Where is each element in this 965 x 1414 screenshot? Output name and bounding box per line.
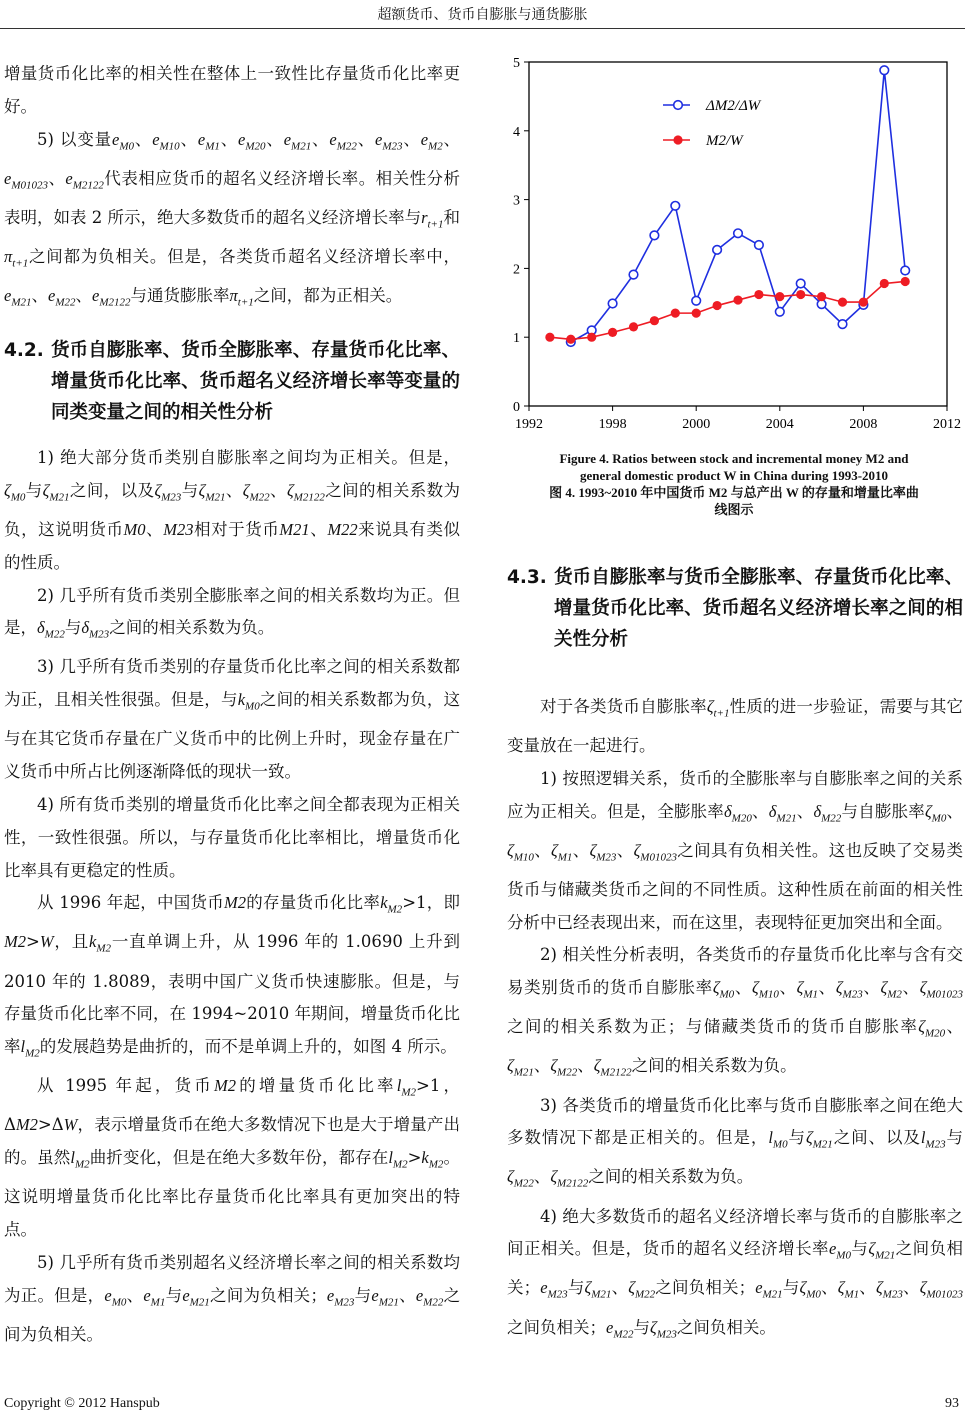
math-variable: $\zeta_{t+1}$ — [706, 697, 730, 720]
math-variable: $\zeta_{M2122}$ — [593, 1056, 632, 1079]
math-variable: $\zeta_{M0}$ — [712, 978, 735, 1001]
data-point-dm2-dw — [608, 299, 617, 308]
math-variable: $\zeta_{M01023}$ — [919, 978, 964, 1001]
math-variable: M2 — [214, 1076, 237, 1096]
math-variable: $e_{M21}$ — [371, 1285, 399, 1308]
paragraph: 5) 以变量$e_{M0}$、$e_{M10}$、$e_{M1}$、$e_{M20}$、$e_{M21}$、$e_{M22}$、$e_{M23}$、$e_{M2}$、$e_{M01023}$、$e_{M2122}$代表相应货币的超名义经济增长率。相关性分析表明，如表 2 所示，绝大多数货币的超名义经济增长率与$r_{t+1}$和$\pi_{t+1}$之间都为负相关。但是，各类货币超名义经济增长率中，$e_{M21}$、$e_{M22}$、$e_{M2122}$与通货膨胀率$\pi_{t+1}$之间，都为正相关。 — [4, 129, 461, 309]
math-variable: $\zeta_{M20}$ — [918, 1017, 946, 1040]
math-variable: M22 — [327, 519, 358, 539]
math-variable: $\delta_{M23}$ — [81, 618, 110, 641]
math-variable: $\zeta_{M01023}$ — [633, 840, 677, 864]
math-variable: $\zeta_{M23}$ — [835, 978, 863, 1001]
math-variable: $\zeta_{M10}$ — [752, 978, 779, 1001]
data-point-m2-w — [629, 322, 638, 331]
data-point-m2-w — [671, 309, 680, 318]
paragraph: 从 1995 年起，货币M2的增量货币化比率$l_{M2}>1$，ΔM2>ΔW，表示增量货币在绝大多数情况下也是大于增量产出的。虽然$l_{M2}$曲折变化，但是在绝大多数年份，都存在$l_{M2}>k_{M2}$。这说明增量货币化比率比存量货币化比率具有更加突出的特点。 — [4, 1076, 461, 1239]
data-point-m2-w — [859, 298, 868, 307]
paragraph: 3) 各类货币的增量货币化比率与货币自膨胀率之间在绝大多数情况下都是正相关的。但是，$l_{M0}$与$\zeta_{M21}$之间、以及$l_{M23}$与$\zeta_{M22}$、$\zeta_{M2122}$之间的相关系数为负。 — [507, 1095, 964, 1190]
paragraph: 对于各类货币自膨胀率$\zeta_{t+1}$性质的进一步验证，需要与其它变量放在一起进行。 — [507, 697, 964, 756]
math-variable: $\zeta_{M21}$ — [805, 1128, 833, 1151]
section-title: 货币自膨胀率与货币全膨胀率、存量货币化比率、增量货币化比率、货币超名义经济增长率之间的相关性分析 — [554, 567, 963, 650]
data-point-m2-w — [733, 295, 742, 304]
data-point-m2-w — [901, 277, 910, 286]
paragraph: 增量货币化比率的相关性在整体上一致性比存量货币化比率更好。 — [4, 64, 460, 116]
math-variable: $\zeta_{M21}$ — [507, 1056, 534, 1079]
math-variable: $e_{M22}$ — [606, 1317, 634, 1340]
math-variable: $e_{M20}$ — [238, 129, 266, 152]
math-variable: M23 — [163, 519, 194, 539]
math-variable: $l_{M2}$ — [396, 1076, 416, 1099]
data-point-dm2-dw — [880, 66, 889, 75]
math-variable: $r_{t+1}$ — [421, 207, 444, 231]
math-variable: $\zeta_{M01023}$ — [919, 1278, 964, 1301]
data-point-dm2-dw — [796, 279, 805, 288]
data-point-m2-w — [650, 316, 659, 325]
caption-en-line: Figure 4. Ratios between stock and incremental money M2 and — [559, 451, 909, 466]
data-point-m2-w — [817, 292, 826, 301]
paragraph: 2) 几乎所有货币类别全膨胀率之间的相关系数均为正。但是，$\delta_{M22}$与$\delta_{M23}$之间的相关系数为负。 — [4, 585, 460, 641]
data-point-dm2-dw — [629, 270, 638, 279]
figure-4-chart — [500, 50, 965, 440]
math-variable: $\zeta_{M23}$ — [650, 1317, 677, 1340]
section-number: 4.2. — [4, 340, 44, 362]
y-tick-label: 3 — [513, 193, 520, 209]
y-tick-label: 5 — [513, 56, 520, 71]
math-variable: $\zeta_{M21}$ — [42, 480, 70, 504]
math-variable: $e_{M2122}$ — [65, 168, 104, 191]
math-variable: $\zeta_{M23}$ — [875, 1278, 903, 1301]
math-variable: $e_{M21}$ — [283, 129, 312, 152]
math-variable: $e_{M1}$ — [197, 129, 220, 152]
math-variable: W — [39, 932, 54, 952]
math-variable: M21 — [279, 519, 310, 539]
data-point-m2-w — [775, 292, 784, 301]
data-point-dm2-dw — [838, 320, 847, 329]
page-number: 93 — [945, 1396, 959, 1411]
math-variable: $e_{M2}$ — [420, 129, 443, 152]
math-variable: $\zeta_{M2}$ — [880, 978, 902, 1001]
running-header: 超额货币、货币自膨胀与通货膨胀 — [377, 7, 588, 23]
math-variable: $\zeta_{M1}$ — [837, 1278, 860, 1301]
math-variable: $\pi_{t+1}$ — [229, 285, 254, 309]
caption-zh-line: 线图示 — [714, 502, 754, 517]
paragraph: 4) 绝大多数货币的超名义经济增长率与货币的自膨胀率之间正相关。但是，货币的超名义经济增长率$e_{M0}$与$\zeta_{M21}$之间负相关；$e_{M23}$与$\zeta_{M21}$、$\zeta_{M22}$之间负相关；$e_{M21}$与$\zeta_{M0}$、$\zeta_{M1}$、$\zeta_{M23}$、$\zeta_{M01023}$之间负相关；$e_{M22}$与$\zeta_{M23}$之间负相关。 — [507, 1206, 964, 1340]
data-point-dm2-dw — [776, 307, 785, 316]
paragraph: 从 1996 年起，中国货币M2的存量货币化比率$k_{M2}>1$，即M2>W，且$k_{M2}$一直单调上升，从 1996 年的 1.0690 上升到 2010 年的 1.8089，表明中国广义货币快速膨胀。但是，与存量货币化比率不同，在 1994~2010 年期间，增量货币化比率$l_{M2}$的发展趋势是曲折的，而不是单调上升的，如图 4 所示。 — [4, 893, 461, 1060]
section-heading-4-2 — [4, 335, 460, 428]
math-variable: $\zeta_{M22}$ — [507, 1167, 534, 1190]
math-variable: $e_{M23}$ — [326, 1285, 355, 1308]
data-point-dm2-dw — [734, 229, 743, 238]
data-point-m2-w — [566, 335, 575, 344]
header-rule — [0, 28, 965, 29]
math-variable: $e_{M0}$ — [112, 129, 135, 152]
math-variable: $e_{M22}$ — [415, 1285, 444, 1308]
math-variable: $e_{M0}$ — [104, 1285, 127, 1308]
data-point-m2-w — [692, 309, 701, 318]
data-point-m2-w — [796, 290, 805, 299]
math-variable: $e_{M22}$ — [48, 285, 76, 309]
math-variable: $\delta_{M22}$ — [37, 618, 65, 641]
y-tick-label: 0 — [513, 400, 520, 415]
legend-label: ΔM2/ΔW — [706, 98, 761, 114]
x-tick-label: 1998 — [598, 417, 627, 432]
math-variable: $\zeta_{M0}$ — [924, 801, 947, 824]
y-tick-label: 4 — [513, 124, 520, 140]
math-variable: $e_{M0}$ — [828, 1239, 851, 1262]
paragraph: 1) 按照逻辑关系，货币的全膨胀率与自膨胀率之间的关系应为正相关。但是，全膨胀率$\delta_{M20}$、$\delta_{M21}$、$\delta_{M22}$与自膨胀率$\zeta_{M0}$、$\zeta_{M10}$、$\zeta_{M1}$、$\zeta_{M23}$、$\zeta_{M01023}$之间具有负相关性。这也反映了交易类货币与储藏类货币之间的不同性质。这种性质在前面的相关性分析中已经表现出来，而在这里，表现特征更加突出和全面。 — [507, 768, 964, 932]
y-tick-label: 1 — [513, 331, 520, 347]
math-variable: $\pi_{t+1}$ — [4, 246, 29, 270]
x-tick-label: 2004 — [765, 417, 794, 432]
data-point-dm2-dw — [755, 241, 764, 250]
x-tick-label: 1992 — [515, 417, 543, 432]
copyright: Copyright © 2012 Hanspub — [4, 1396, 160, 1411]
paragraph: 3) 几乎所有货币类别的存量货币化比率之间的相关系数都为正，且相关性很强。但是，与$k_{M0}$之间的相关系数都为负，这与在其它货币存量在广义货币中的比例上升时，现金存量在广义货币中所占比例逐渐降低的现状一致。 — [4, 657, 461, 782]
data-point-dm2-dw — [692, 296, 701, 305]
math-variable: $\zeta_{M21}$ — [584, 1278, 612, 1301]
data-point-dm2-dw — [901, 266, 910, 275]
data-point-m2-w — [880, 279, 889, 288]
math-variable: $\delta_{M21}$ — [768, 801, 797, 824]
data-point-dm2-dw — [650, 231, 659, 240]
y-tick-label: 2 — [513, 262, 520, 278]
data-point-m2-w — [545, 333, 554, 342]
math-variable: W — [63, 1115, 78, 1135]
math-variable: M2 — [15, 1115, 38, 1135]
data-point-m2-w — [713, 301, 722, 310]
math-variable: $\zeta_{M1}$ — [551, 840, 573, 864]
x-tick-label: 2000 — [682, 417, 711, 432]
math-variable: $\zeta_{M21}$ — [868, 1239, 896, 1262]
left-column — [4, 58, 460, 1351]
math-variable: $\zeta_{M22}$ — [242, 480, 270, 504]
math-variable: $k_{M2}$ — [421, 1148, 444, 1171]
caption-zh-line: 图 4. 1993~2010 年中国货币 M2 与总产出 W 的存量和增量比率曲 — [549, 485, 919, 500]
data-point-dm2-dw — [671, 201, 680, 210]
math-variable: $e_{M21}$ — [4, 285, 32, 309]
math-variable: $k_{M2}$ — [380, 893, 403, 916]
legend-label: M2/W — [706, 133, 743, 149]
caption-en-line: general domestic product W in China during 1993-2010 — [579, 468, 889, 483]
math-variable: $l_{M23}$ — [920, 1128, 946, 1151]
math-variable: $l_{M2}$ — [388, 1148, 408, 1171]
math-variable: $\zeta_{M2122}$ — [286, 480, 325, 504]
math-variable: $\zeta_{M23}$ — [154, 480, 182, 504]
math-variable: $e_{M22}$ — [329, 129, 357, 152]
figure-caption — [506, 450, 962, 518]
math-variable: $\zeta_{M23}$ — [589, 840, 617, 864]
math-variable: $\zeta_{M0}$ — [799, 1278, 821, 1301]
section-heading-4-3 — [507, 562, 963, 655]
section-title: 货币自膨胀率、货币全膨胀率、存量货币化比率、增量货币化比率、货币超名义经济增长率等变量的同类变量之间的相关性分析 — [51, 340, 460, 424]
math-variable: $e_{M21}$ — [755, 1278, 783, 1301]
data-point-m2-w — [587, 333, 596, 342]
math-variable: $\zeta_{M2122}$ — [550, 1167, 589, 1190]
data-point-m2-w — [754, 290, 763, 299]
math-variable: $e_{M23}$ — [540, 1278, 568, 1301]
data-point-dm2-dw — [713, 246, 722, 255]
right-column — [507, 562, 963, 1351]
math-variable: $\zeta_{M1}$ — [796, 978, 819, 1001]
math-variable: M2 — [4, 932, 26, 952]
math-variable: $l_{M2}$ — [70, 1148, 90, 1171]
math-variable: $e_{M2122}$ — [92, 285, 131, 309]
math-variable: $\zeta_{M10}$ — [507, 840, 534, 864]
math-variable: $\zeta_{M22}$ — [550, 1056, 578, 1079]
math-variable: $\delta_{M22}$ — [813, 801, 842, 824]
math-variable: $e_{M23}$ — [375, 129, 403, 152]
math-variable: $k_{M0}$ — [237, 690, 260, 713]
paragraph: 1) 绝大部分货币类别自膨胀率之间均为正相关。但是，$\zeta_{M0}$与$\zeta_{M21}$之间，以及$\zeta_{M23}$与$\zeta_{M21}$、$\zeta_{M22}$、$\zeta_{M2122}$之间的相关系数为负，这说明货币M0、M23相对于货币M21、M22来说具有类似的性质。 — [4, 448, 461, 572]
paragraph: 4) 所有货币类别的增量货币化比率之间全都表现为正相关性，一致性很强。所以，与存量货币化比率相比，增量货币化比率具有更稳定的性质。 — [4, 794, 460, 880]
math-variable: $e_{M10}$ — [152, 129, 180, 152]
legend-marker — [673, 135, 682, 144]
math-variable: $e_{M01023}$ — [4, 168, 48, 191]
math-variable: $\zeta_{M22}$ — [628, 1278, 656, 1301]
paragraph: 5) 几乎所有货币类别超名义经济增长率之间的相关系数均为正。但是，$e_{M0}$、$e_{M1}$与$e_{M21}$之间为负相关；$e_{M23}$与$e_{M21}$、$e_{M22}$之间为负相关。 — [4, 1252, 461, 1344]
math-variable: $e_{M1}$ — [143, 1285, 166, 1308]
math-variable: $l_{M0}$ — [768, 1128, 788, 1151]
math-variable: $e_{M21}$ — [182, 1285, 210, 1308]
math-variable: $\zeta_{M0}$ — [4, 480, 26, 504]
math-variable: M2 — [223, 893, 246, 913]
x-tick-label: 2008 — [849, 417, 878, 432]
data-point-m2-w — [838, 298, 847, 307]
legend-marker — [674, 101, 683, 110]
x-tick-label: 2012 — [933, 417, 961, 432]
math-variable: $l_{M2}$ — [20, 1037, 40, 1060]
data-point-m2-w — [608, 328, 617, 337]
math-variable: M0 — [123, 519, 146, 539]
series-line-m2-w — [550, 281, 905, 339]
section-number: 4.3. — [507, 567, 547, 588]
math-variable: $\zeta_{M21}$ — [198, 480, 226, 504]
paragraph: 2) 相关性分析表明，各类货币的存量货币化比率与含有交易类别货币的货币自膨胀率$\zeta_{M0}$、$\zeta_{M10}$、$\zeta_{M1}$、$\zeta_{M23}$、$\zeta_{M2}$、$\zeta_{M01023}$之间的相关系数为正；与储藏类货币的货币自膨胀率$\zeta_{M20}$、$\zeta_{M21}$、$\zeta_{M22}$、$\zeta_{M2122}$之间的相关系数为负。 — [507, 945, 964, 1079]
math-variable: $k_{M2}$ — [89, 932, 112, 955]
math-variable: $\delta_{M20}$ — [724, 801, 752, 824]
